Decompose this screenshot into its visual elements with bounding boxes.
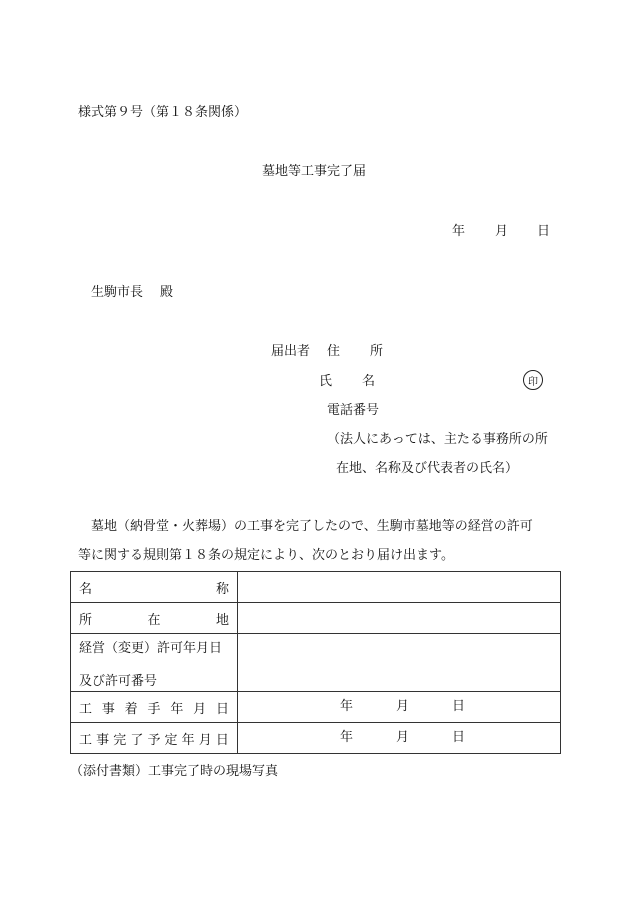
document-title: 墓地等工事完了届 (262, 164, 367, 179)
corporate-note-line-1: （法人にあっては、主たる事務所の所 (327, 432, 548, 447)
table-row-permit (71, 634, 561, 692)
value-location[interactable] (238, 603, 561, 634)
form-number: 様式第９号（第１８条関係） (78, 105, 248, 120)
address-label-1: 住 (327, 344, 341, 359)
date-year: 年 (452, 224, 466, 239)
table-row-location (71, 603, 561, 634)
body-text-line-2: 等に関する規則第１８条の規定により、次のとおり届け出ます。 (78, 548, 454, 563)
attachment-note: （添付書類）工事完了時の現場写真 (70, 764, 279, 779)
value-permit[interactable] (238, 634, 561, 692)
label-start-date: 工 事 着 手 年 月 日 (71, 692, 238, 723)
date-month: 月 (495, 224, 509, 239)
address-label-2: 所 (370, 344, 384, 359)
notifier-label: 届出者 (271, 344, 311, 359)
table-row-start-date (71, 692, 561, 723)
table-row-completion-date (71, 723, 561, 754)
completion-details-table (70, 571, 561, 754)
seal-mark: 印 (523, 370, 543, 390)
label-completion-date: 工 事 完 了 予 定 年 月 日 (71, 723, 238, 754)
value-name[interactable] (238, 572, 561, 603)
corporate-note-line-2: 在地、名称及び代表者の氏名） (336, 461, 519, 476)
name-label-1: 氏 (319, 374, 333, 389)
value-start-date[interactable]: 年 月 日 (238, 692, 561, 723)
addressee-name: 生駒市長 (91, 285, 144, 300)
date-day: 日 (537, 224, 551, 239)
value-completion-date[interactable]: 年 月 日 (238, 723, 561, 754)
addressee-honorific: 殿 (160, 285, 174, 300)
phone-label: 電話番号 (327, 403, 380, 418)
body-text-line-1: 墓地（納骨堂・火葬場）の工事を完了したので、生駒市墓地等の経営の許可 (91, 519, 533, 534)
label-name: 名 称 (71, 572, 238, 603)
table-row-name (71, 572, 561, 603)
label-location: 所 在 地 (71, 603, 238, 634)
label-permit: 経営（変更）許可年月日 及び許可番号 (71, 634, 238, 692)
name-label-2: 名 (362, 374, 376, 389)
